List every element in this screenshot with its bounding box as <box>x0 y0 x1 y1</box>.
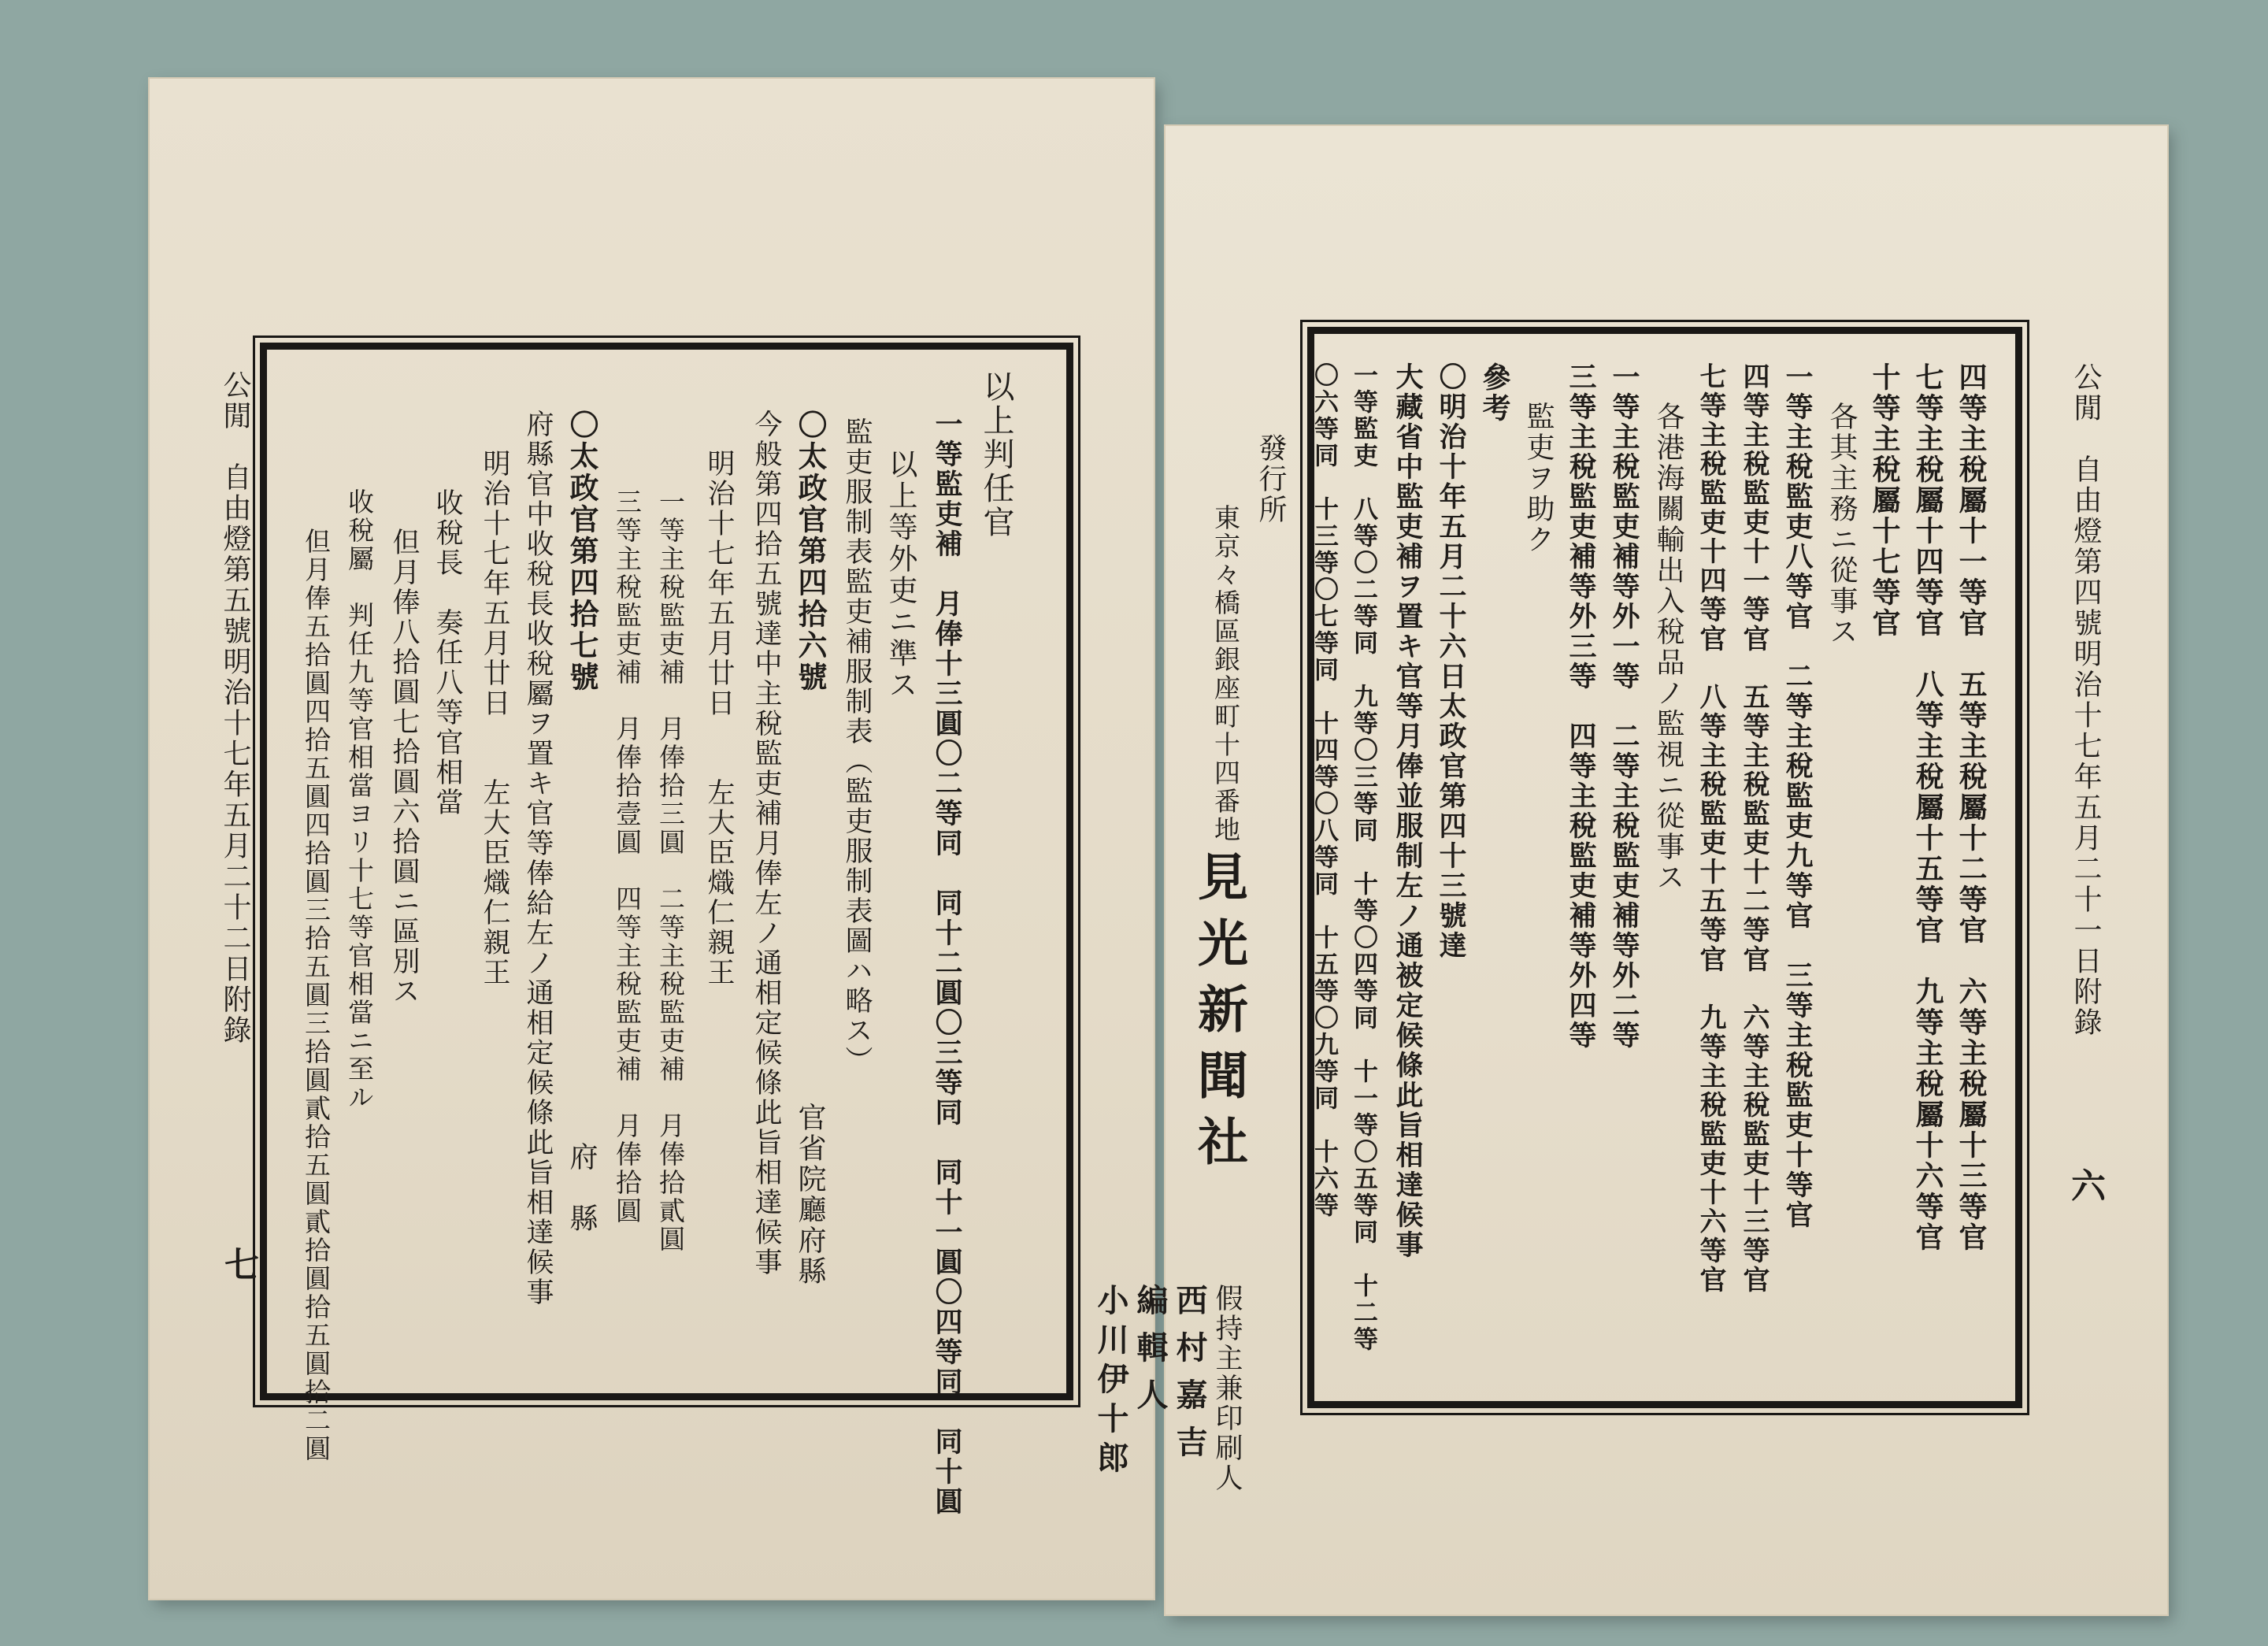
left-col-4: 監吏服制表監吏補服制表（監吏服制表圖ハ略ス） <box>841 417 873 1076</box>
right-col-13: 〇明治十年五月二十六日太政官第四十三號達 <box>1435 362 1467 961</box>
publisher-name: 見光新聞社 <box>1189 851 1248 1181</box>
right-page-number: 六 <box>2071 1166 2106 1207</box>
left-recipients-2: 府 縣 <box>565 1142 598 1234</box>
left-running-head: 公閒 自由燈第五號明治十七年五月二十二日附錄 <box>219 370 251 1046</box>
right-col-4: 各其主務ニ從事ス <box>1825 402 1858 647</box>
left-col-10: 〇太政官第四拾七號 <box>565 410 599 693</box>
right-col-2: 七等主稅屬十四等官 八等主稅屬十五等官 九等主稅屬十六等官 <box>1911 362 1944 1253</box>
right-col-11: 監吏ヲ助ク <box>1522 402 1555 555</box>
publisher-address: 東京々橋區銀座町十四番地 <box>1210 504 1241 844</box>
right-col-12: 參考 <box>1478 362 1511 424</box>
left-col-7: 明治十七年五月廿日 左大臣熾仁親王 <box>703 449 735 988</box>
right-col-14: 大藏省中監吏補ヲ置キ官等月俸並服制左ノ通被定候條此旨相達候事 <box>1392 362 1424 1260</box>
left-page-number: 七 <box>224 1245 259 1285</box>
left-col-13: 收稅長 奏任八等官相當 <box>432 488 463 817</box>
left-col-14: 但月俸八拾圓七拾圓六拾圓ニ區別ス <box>388 528 420 1007</box>
editor-name: 小川伊十郎 <box>1092 1284 1129 1481</box>
printer-role: 假持主兼印刷人 <box>1211 1284 1243 1493</box>
left-col-8: 一等主稅監吏補 月俸拾三圓 二等主稅監吏補 月俸拾貳圓 <box>655 488 686 1254</box>
right-col-15: 一等監吏 八等〇二等同 九等〇三等同 十等〇四等同 十一等〇五等同 十二等 <box>1349 362 1377 1353</box>
left-col-1: 以上判任官 <box>978 370 1014 539</box>
right-col-8: 各港海關輸出入稅品ノ監視ニ從事ス <box>1652 402 1684 893</box>
right-col-6: 四等主稅監吏十一等官 五等主稅監吏十二等官 六等主稅監吏十三等官 <box>1738 362 1770 1295</box>
left-col-12: 明治十七年五月廿日 左大臣熾仁親王 <box>479 449 510 988</box>
left-col-2: 一等監吏補 月俸十三圓〇二等同 同十二圓〇三等同 同十一圓〇四等同 同十圓 <box>931 410 963 1517</box>
left-col-11: 府縣官中收稅長收稅屬ヲ置キ官等俸給左ノ通相定候條此旨相達候事 <box>522 410 554 1307</box>
right-col-7: 七等主稅監吏十四等官 八等主稅監吏十五等官 九等主稅監吏十六等官 <box>1695 362 1726 1295</box>
left-page <box>150 79 1154 1599</box>
right-col-9: 一等主稅監吏補等外一等 二等主稅監吏補等外二等 <box>1608 362 1640 1051</box>
editor-role: 編輯人 <box>1132 1284 1169 1425</box>
left-col-9: 三等主稅監吏補 月俸拾壹圓 四等主稅監吏補 月俸拾圓 <box>612 488 643 1225</box>
publisher-label: 發行所 <box>1254 433 1287 525</box>
right-page <box>1092 126 2167 1614</box>
right-col-10: 三等主稅監吏補等外三等 四等主稅監吏補等外四等 <box>1565 362 1597 1051</box>
right-col-1: 四等主稅屬十一等官 五等主稅屬十二等官 六等主稅屬十三等官 <box>1955 362 1988 1253</box>
left-col-15: 收稅屬 判任九等官相當ヨリ十七等官相當ニ至ル <box>344 488 375 1112</box>
left-recipients: 官省院廳府縣 <box>794 1103 826 1287</box>
left-col-3: 以上等外吏ニ準ス <box>884 449 917 701</box>
right-col-16: 〇六等同 十三等〇七等同 十四等〇八等同 十五等〇九等同 十六等 <box>1310 362 1338 1219</box>
printer-name: 西村嘉吉 <box>1171 1284 1208 1473</box>
right-running-head: 公閒 自由燈第四號明治十七年五月二十一日附錄 <box>2070 362 2102 1038</box>
right-col-3: 十等主稅屬十七等官 <box>1868 362 1901 639</box>
left-col-6: 今般第四拾五號達中主稅監吏補月俸左ノ通相定候條此旨相達候事 <box>750 410 782 1277</box>
right-col-5: 一等主稅監吏八等官 二等主稅監吏九等官 三等主稅監吏十等官 <box>1781 362 1814 1230</box>
left-col-16: 但月俸五拾圓四拾五圓四拾圓三拾五圓三拾圓貳拾五圓貳拾圓拾五圓拾二圓 <box>301 528 332 1463</box>
left-col-5: 〇太政官第四拾六號 <box>793 410 828 693</box>
